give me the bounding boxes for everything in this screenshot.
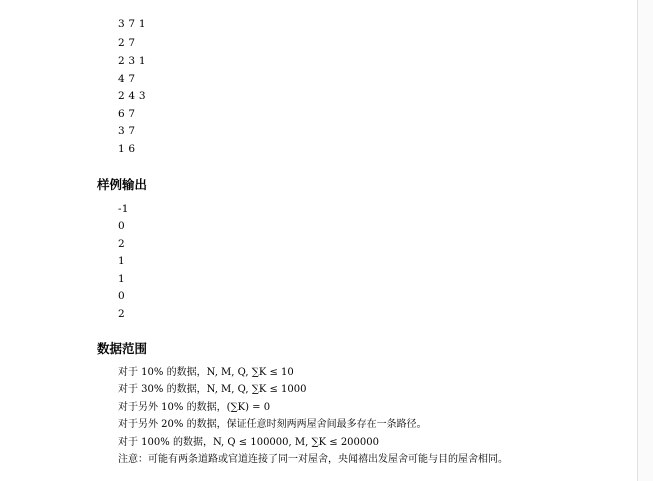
data-range-line: 对于另外 20% 的数据，保证任意时刻两两屋舍间最多存在一条路径。: [118, 419, 427, 430]
data-range-line: 对于 10% 的数据，N, M, Q, ∑K ≤ 10: [118, 367, 294, 378]
sample-output-line: 0: [118, 220, 125, 232]
sample-input-line: 1 6: [118, 143, 136, 155]
sample-output-line: 2: [118, 238, 125, 250]
data-range-line: 对于 100% 的数据，N, Q ≤ 100000, M, ∑K ≤ 200000: [118, 437, 379, 448]
sample-output-line: 1: [118, 273, 125, 285]
window-gutter: [638, 0, 653, 481]
sample-input-line: 2 3 1: [118, 55, 146, 67]
sample-input-line: 6 7: [118, 108, 136, 120]
sample-input-line: 2 7: [118, 37, 136, 49]
sample-input-line: 4 7: [118, 73, 136, 85]
sample-input-line: 3 7: [118, 125, 136, 137]
sample-input-line: 3 7 1: [118, 18, 146, 30]
sample-output-line: 1: [118, 255, 125, 267]
data-range-line: 对于另外 10% 的数据，(∑K) = 0: [118, 402, 271, 413]
data-range-note: 注意：可能有两条道路或官道连接了同一对屋舍，央闻禧出发屋舍可能与目的屋舍相同。: [118, 454, 508, 465]
sample-output-line: 2: [118, 308, 125, 320]
data-range-line: 对于 30% 的数据，N, M, Q, ∑K ≤ 1000: [118, 384, 307, 395]
sample-output-heading: 样例输出: [97, 177, 148, 192]
data-range-heading: 数据范围: [97, 341, 148, 356]
sample-output-line: -1: [118, 203, 129, 215]
sample-input-line: 2 4 3: [118, 90, 146, 102]
sample-output-line: 0: [118, 290, 125, 302]
